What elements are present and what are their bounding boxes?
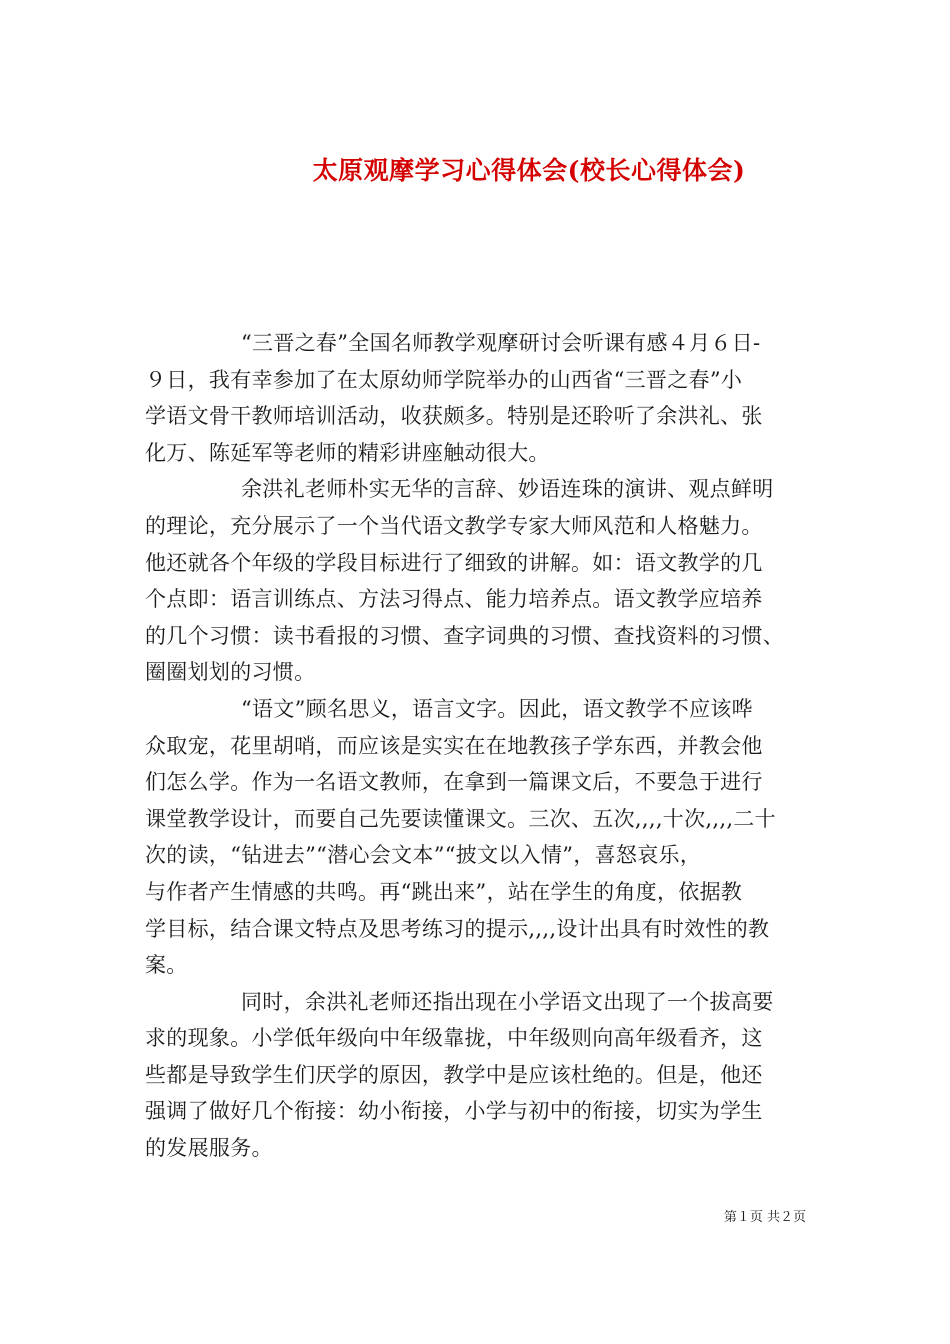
text-line: 学目标，结合课文特点及思考练习的提示,,,,设计出具有时效性的教 <box>145 916 770 941</box>
text-line: 与作者产生情感的共鸣。再“跳出来”，站在学生的角度，依据教 <box>145 879 743 904</box>
text-line: ９日，我有幸参加了在太原幼师学院举办的山西省“三晋之春”小 <box>145 367 743 392</box>
paragraph <box>145 691 817 984</box>
text-line: 些都是导致学生们厌学的原因，教学中是应该杜绝的。但是，他还 <box>145 1062 763 1087</box>
paragraph <box>145 325 817 471</box>
text-line: 同时，余洪礼老师还指出现在小学语文出现了一个拔高要 <box>241 989 774 1014</box>
text-line: 课堂教学设计，而要自己先要读懂课文。三次、五次,,,,十次,,,,二十 <box>145 806 776 831</box>
text-line: 案。 <box>145 953 188 978</box>
page-number: 第１页 共２页 <box>723 1210 806 1225</box>
text-line: 的发展服务。 <box>145 1136 273 1161</box>
text-line: 求的现象。小学低年级向中年级靠拢，中年级则向高年级看齐，这 <box>145 1026 763 1051</box>
paragraph <box>145 471 817 691</box>
text-line: “语文”顾名思义，语言文字。因此，语文教学不应该哗 <box>241 696 753 721</box>
text-line: 他还就各个年级的学段目标进行了细致的讲解。如：语文教学的几 <box>145 550 763 575</box>
paragraph <box>145 984 817 1167</box>
text-line: 强调了做好几个衔接：幼小衔接，小学与初中的衔接，切实为学生 <box>145 1099 763 1124</box>
text-line: 次的读，“钻进去”“潜心会文本”“披文以入情”，喜怒哀乐， <box>145 843 702 868</box>
text-line: 余洪礼老师朴实无华的言辞、妙语连珠的演讲、观点鲜明 <box>241 477 774 502</box>
text-line: 的理论，充分展示了一个当代语文教学专家大师风范和人格魅力。 <box>145 513 763 538</box>
text-line: 的几个习惯：读书看报的习惯、查字词典的习惯、查找资料的习惯、 <box>145 623 784 648</box>
text-line: 化万、陈延军等老师的精彩讲座触动很大。 <box>145 440 550 465</box>
text-line: 个点即：语言训练点、方法习得点、能力培养点。语文教学应培养 <box>145 587 763 612</box>
text-line: 们怎么学。作为一名语文教师，在拿到一篇课文后，不要急于进行 <box>145 770 763 795</box>
document-body <box>145 325 817 1167</box>
text-line: 圈圈划划的习惯。 <box>145 660 316 685</box>
document-title: 太原观摩学习心得体会(校长心得体会) <box>312 155 746 185</box>
text-line: 学语文骨干教师培训活动，收获颇多。特别是还聆听了余洪礼、张 <box>145 404 763 429</box>
text-line: “三晋之春”全国名师教学观摩研讨会听课有感４月６日- <box>241 331 761 355</box>
text-line: 众取宠，花里胡哨，而应该是实实在在地教孩子学东西，并教会他 <box>145 733 763 758</box>
